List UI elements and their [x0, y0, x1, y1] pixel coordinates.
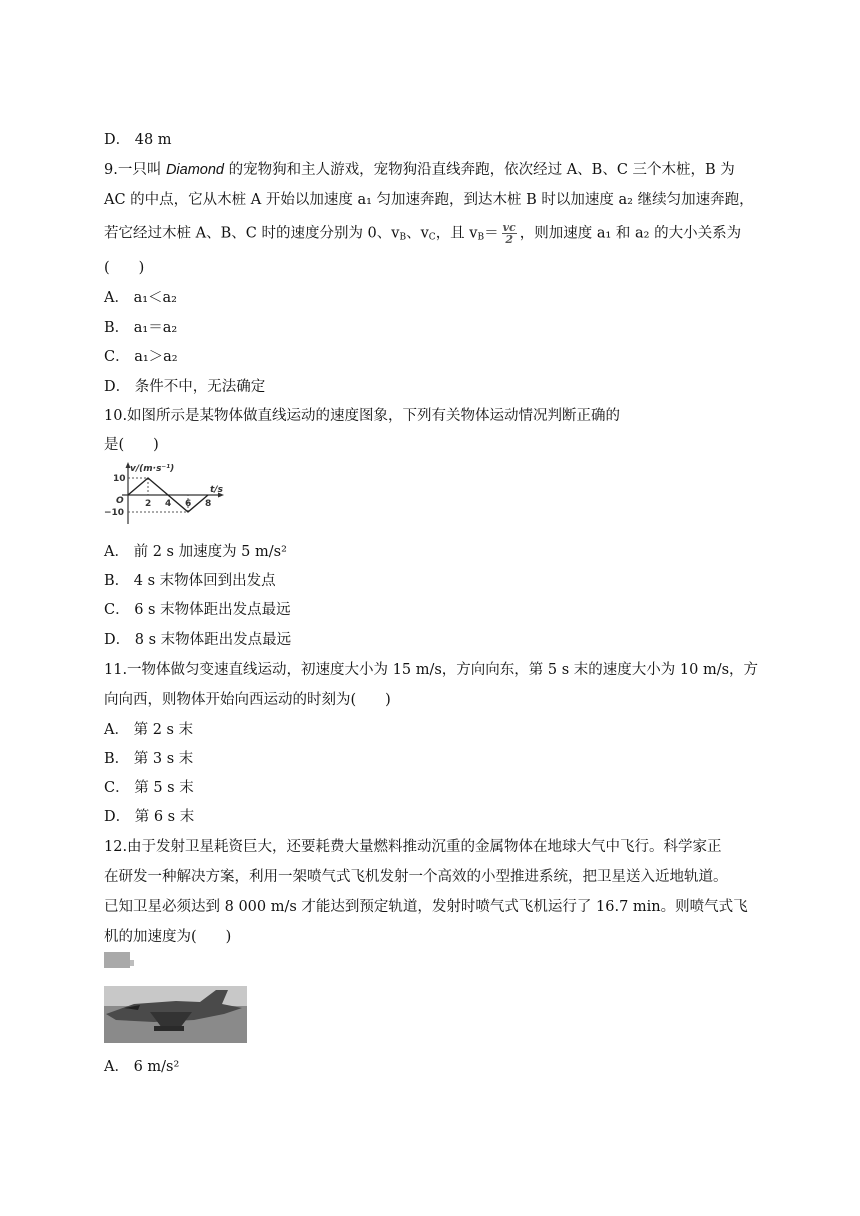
vc-over-2-fraction: [502, 222, 517, 245]
q10-option-a: A． 前 2 s 加速度为 5 m/s²: [104, 544, 287, 560]
q10-option-c: C． 6 s 末物体距出发点最远: [104, 602, 291, 618]
q9-line-3-e: ，则加速度 a₁ 和 a₂ 的大小关系为: [519, 225, 742, 242]
q9-line-3-c: ，且 v: [435, 225, 478, 242]
q11-option-d: D． 第 6 s 末: [104, 809, 195, 825]
q9-line-3-a: 若它经过木桩 A、B、C 时的速度分别为 0、v: [104, 225, 400, 242]
q10-option-d: D． 8 s 末物体距出发点最远: [104, 632, 292, 648]
x-tick-label: 2: [145, 499, 152, 509]
q9-dog-name: Diamond: [165, 162, 224, 178]
q9-line-1-b: 的宠物狗和主人游戏，宠物狗沿直线奔跑，依次经过 A、B、C 三个木桩，B 为: [223, 162, 735, 178]
fraction-numerator: vc: [502, 221, 516, 234]
q11-option-c: C． 第 5 s 末: [104, 780, 194, 796]
q9-line-1-a: 9.一只叫: [104, 162, 166, 178]
q9-line-3-d: ＝: [484, 225, 499, 242]
q9-paren: ( ): [104, 260, 145, 276]
q9-line-3-b: 、v: [406, 225, 429, 242]
x-tick-label: 8: [205, 499, 212, 509]
q12-line-4: 机的加速度为( ): [104, 929, 232, 945]
q9-option-d: D． 条件不中，无法确定: [104, 379, 266, 395]
fraction-denominator: 2: [505, 233, 513, 246]
jet-aircraft-image: [104, 952, 249, 1044]
q9-option-a: A． a₁＜a₂: [104, 290, 177, 306]
x-tick-label: 4: [165, 499, 172, 509]
q9-sub-c: C: [428, 232, 436, 243]
q10-line-2: 是( ): [104, 437, 159, 453]
x-tick-label: 6: [185, 499, 192, 509]
q9-option-c: C． a₁＞a₂: [104, 349, 178, 365]
q11-option-b: B． 第 3 s 末: [104, 751, 194, 767]
image-fragment: [130, 960, 134, 966]
q12-option-a: A． 6 m/s²: [104, 1059, 180, 1075]
y-axis-label: v/(m·s⁻¹): [130, 464, 175, 474]
image-fragment: [104, 952, 130, 968]
q9-line-1: [104, 160, 764, 180]
q11-option-a: A． 第 2 s 末: [104, 722, 194, 738]
q9-line-2: AC 的中点，它从木桩 A 开始以加速度 a₁ 匀加速奔跑，到达木桩 B 时以加速度 a₂ 继续匀加速奔跑，: [104, 192, 754, 208]
q10-line-1: 10.如图所示是某物体做直线运动的速度图象，下列有关物体运动情况判断正确的: [104, 408, 621, 424]
q12-line-1: 12.由于发射卫星耗资巨大，还要耗费大量燃料推动沉重的金属物体在地球大气中飞行。科学家正: [104, 839, 722, 855]
y-tick-label: −10: [104, 508, 125, 518]
jet-payload: [154, 1026, 184, 1031]
origin-label: O: [116, 496, 124, 506]
q9-sub-b1: B: [399, 232, 407, 243]
q9-line-3: [104, 222, 764, 245]
q8-option-d: D． 48 m: [104, 132, 172, 148]
q11-line-2: 向向西，则物体开始向西运动的时刻为( ): [104, 692, 391, 708]
q10-option-b: B． 4 s 末物体回到出发点: [104, 573, 276, 589]
velocity-time-graph: [102, 460, 232, 528]
q9-option-b: B． a₁＝a₂: [104, 320, 178, 336]
y-tick-label: 10: [113, 474, 126, 484]
q9-sub-b2: B: [477, 232, 485, 243]
q12-line-3: 已知卫星必须达到 8 000 m/s 才能达到预定轨道，发射时喷气式飞机运行了 16.7 min。则喷气式飞: [104, 899, 748, 915]
q12-line-2: 在研发一种解决方案，利用一架喷气式飞机发射一个高效的小型推进系统，把卫星送入近地轨道。: [104, 869, 728, 885]
q11-line-1: 11.一物体做匀变速直线运动，初速度大小为 15 m/s，方向向东，第 5 s 末的速度大小为 10 m/s，方: [104, 662, 759, 678]
x-axis-label: t/s: [210, 485, 223, 495]
